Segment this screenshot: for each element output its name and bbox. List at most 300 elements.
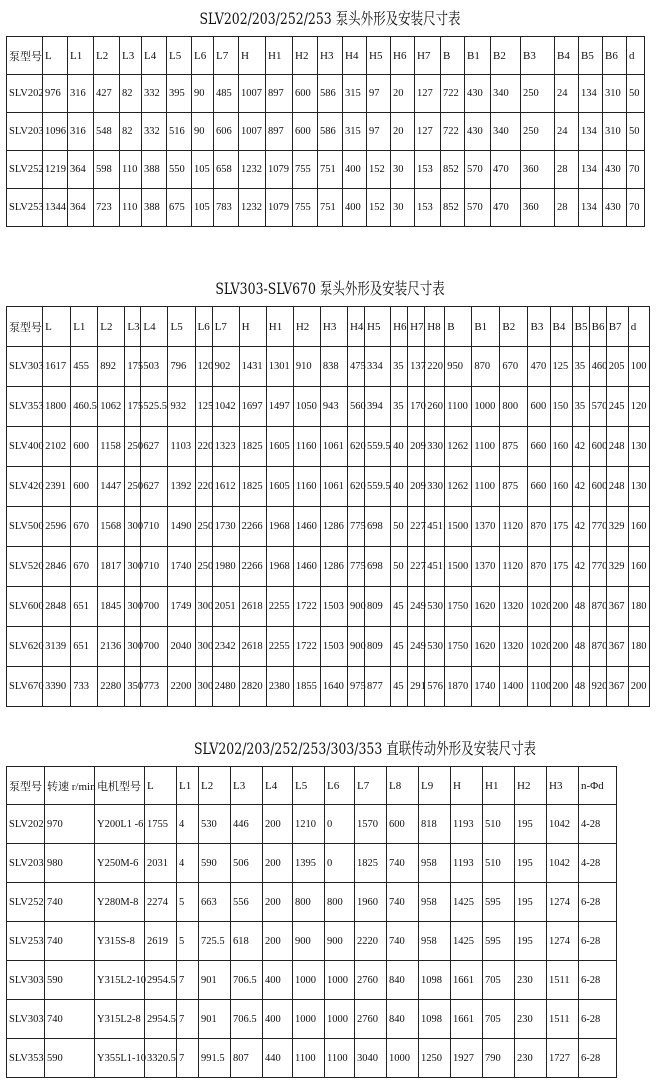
table-cell: 877 bbox=[365, 667, 391, 707]
table-cell: 127 bbox=[415, 113, 441, 151]
column-header: B2 bbox=[491, 37, 521, 75]
table-cell: 1050 bbox=[293, 387, 320, 427]
table-cell: 200 bbox=[263, 883, 293, 922]
table-cell: 1193 bbox=[451, 844, 483, 883]
table-cell: 1817 bbox=[98, 547, 125, 587]
column-header: L bbox=[43, 307, 71, 347]
table-cell: 1980 bbox=[212, 547, 239, 587]
table-cell: 300 bbox=[125, 587, 141, 627]
table-cell: Y250M-6 bbox=[95, 844, 145, 883]
table-cell: 1605 bbox=[266, 467, 293, 507]
table-cell: 3139 bbox=[43, 627, 71, 667]
pump-model-cell: SLV500 bbox=[7, 507, 43, 547]
table-cell: 556 bbox=[231, 883, 263, 922]
table-cell: 130 bbox=[628, 467, 649, 507]
table-cell: 200 bbox=[263, 844, 293, 883]
table-cell: 1447 bbox=[98, 467, 125, 507]
table-cell: 485 bbox=[214, 75, 239, 113]
table-cell: 1661 bbox=[451, 961, 483, 1000]
column-header: B2 bbox=[500, 307, 528, 347]
table-cell: 82 bbox=[120, 75, 142, 113]
table-cell: 516 bbox=[167, 113, 192, 151]
table-cell: Y315S-8 bbox=[95, 922, 145, 961]
table-cell: 875 bbox=[500, 427, 528, 467]
table-cell: 525.5 bbox=[141, 387, 168, 427]
table-cell: 160 bbox=[550, 467, 572, 507]
column-header: H7 bbox=[408, 307, 425, 347]
table-cell: Y315L2-10 bbox=[95, 961, 145, 1000]
table-cell: 1722 bbox=[293, 627, 320, 667]
table-cell: 50 bbox=[391, 547, 408, 587]
table-cell: 0 bbox=[325, 805, 355, 844]
table-cell: 1968 bbox=[266, 547, 293, 587]
table-cell: 205 bbox=[606, 347, 628, 387]
table-cell: 45 bbox=[391, 667, 408, 707]
table-cell: 958 bbox=[419, 844, 451, 883]
table-cell: 700 bbox=[141, 587, 168, 627]
table-cell: 2040 bbox=[168, 627, 195, 667]
table-cell: 1007 bbox=[239, 113, 266, 151]
column-header: d bbox=[627, 37, 645, 75]
table-cell: 576 bbox=[425, 667, 445, 707]
table-cell: 310 bbox=[603, 75, 627, 113]
table-cell: 6-28 bbox=[579, 922, 617, 961]
column-header: B6 bbox=[589, 307, 606, 347]
table-cell: 809 bbox=[365, 587, 391, 627]
table-cell: 870 bbox=[528, 507, 550, 547]
table-cell: 600 bbox=[293, 113, 318, 151]
table-cell: 722 bbox=[441, 113, 465, 151]
table-cell: 395 bbox=[167, 75, 192, 113]
table-cell: 600 bbox=[71, 467, 98, 507]
table-cell: 1062 bbox=[98, 387, 125, 427]
table-cell: 400 bbox=[263, 1000, 293, 1039]
table-cell: 740 bbox=[387, 922, 419, 961]
pump-model-cell: SLV202 bbox=[7, 75, 43, 113]
table-cell: 2480 bbox=[212, 667, 239, 707]
pump-model-cell: SLV420 bbox=[7, 467, 43, 507]
table-cell: 300 bbox=[125, 547, 141, 587]
table-cell: 1061 bbox=[320, 467, 347, 507]
table-cell: 2618 bbox=[239, 587, 266, 627]
table-cell: 530 bbox=[425, 627, 445, 667]
table-cell: 2596 bbox=[43, 507, 71, 547]
table-cell: 1730 bbox=[212, 507, 239, 547]
table-cell: 900 bbox=[347, 587, 364, 627]
table-cell: 470 bbox=[491, 189, 521, 227]
table-cell: 1262 bbox=[445, 427, 472, 467]
table-cell: 1425 bbox=[451, 883, 483, 922]
table-cell: 627 bbox=[141, 427, 168, 467]
table-cell: 2760 bbox=[355, 961, 387, 1000]
pump-model-cell: SLV520 bbox=[7, 547, 43, 587]
table-cell: 1395 bbox=[293, 844, 325, 883]
column-header: L2 bbox=[199, 767, 231, 805]
table-cell: 710 bbox=[141, 547, 168, 587]
column-header: L4 bbox=[142, 37, 167, 75]
table-cell: 367 bbox=[606, 587, 628, 627]
table-cell: 663 bbox=[199, 883, 231, 922]
dimension-table-direct-drive bbox=[6, 766, 617, 1078]
table-cell: 1096 bbox=[43, 113, 68, 151]
table-cell: 1500 bbox=[445, 507, 472, 547]
table-cell: 249 bbox=[408, 587, 425, 627]
table-cell: 620 bbox=[347, 467, 364, 507]
table-cell: 796 bbox=[168, 347, 195, 387]
table-cell: 900 bbox=[325, 922, 355, 961]
table-row bbox=[7, 883, 617, 922]
table-cell: 5 bbox=[177, 922, 199, 961]
column-header: H bbox=[239, 37, 266, 75]
column-header: H2 bbox=[515, 767, 547, 805]
column-header: H3 bbox=[320, 307, 347, 347]
table-cell: 48 bbox=[572, 667, 589, 707]
table-cell: 5 bbox=[177, 883, 199, 922]
table-cell: 920 bbox=[589, 667, 606, 707]
column-header: B7 bbox=[606, 307, 628, 347]
column-header: 泵型号 bbox=[7, 767, 45, 805]
table-cell: 1042 bbox=[547, 844, 579, 883]
table-cell: 510 bbox=[483, 805, 515, 844]
table-cell: 2051 bbox=[212, 587, 239, 627]
table-cell: 840 bbox=[387, 1000, 419, 1039]
table-cell: 220 bbox=[425, 347, 445, 387]
pump-model-cell: SLV252 bbox=[7, 883, 45, 922]
table-cell: 70 bbox=[627, 189, 645, 227]
table-cell: 1158 bbox=[98, 427, 125, 467]
table-cell: 245 bbox=[606, 387, 628, 427]
table-cell: 50 bbox=[391, 507, 408, 547]
table-row bbox=[7, 1000, 617, 1039]
table-cell: 90 bbox=[192, 113, 214, 151]
table-cell: 870 bbox=[589, 627, 606, 667]
table-cell: 1232 bbox=[239, 151, 266, 189]
table-cell: 600 bbox=[528, 387, 550, 427]
table-cell: 97 bbox=[367, 113, 391, 151]
table-cell: 260 bbox=[425, 387, 445, 427]
table-cell: 932 bbox=[168, 387, 195, 427]
dimension-table-slv202-253 bbox=[6, 36, 645, 227]
table-cell: 6-28 bbox=[579, 883, 617, 922]
table-cell: 1392 bbox=[168, 467, 195, 507]
column-header: B bbox=[445, 307, 472, 347]
column-header: B bbox=[441, 37, 465, 75]
table-cell: 1103 bbox=[168, 427, 195, 467]
table-cell: 1160 bbox=[293, 427, 320, 467]
table-cell: 120 bbox=[195, 347, 212, 387]
table-cell: 249 bbox=[408, 627, 425, 667]
table-cell: 50 bbox=[627, 75, 645, 113]
table-row bbox=[7, 507, 650, 547]
table-cell: 1274 bbox=[547, 883, 579, 922]
table-cell: 852 bbox=[441, 189, 465, 227]
table-cell: 4 bbox=[177, 805, 199, 844]
table-cell: 45 bbox=[391, 587, 408, 627]
table-header-row bbox=[7, 767, 617, 805]
table-cell: 943 bbox=[320, 387, 347, 427]
table-cell: 50 bbox=[627, 113, 645, 151]
table-cell: 160 bbox=[628, 507, 649, 547]
table-cell: 755 bbox=[293, 151, 318, 189]
table-cell: 1620 bbox=[472, 627, 500, 667]
table-cell: 20 bbox=[391, 113, 415, 151]
table-cell: 316 bbox=[68, 113, 94, 151]
table-cell: 751 bbox=[318, 189, 343, 227]
table-cell: 200 bbox=[550, 627, 572, 667]
table-cell: 910 bbox=[293, 347, 320, 387]
table-cell: 90 bbox=[192, 75, 214, 113]
table-cell: 195 bbox=[515, 922, 547, 961]
table-cell: 1020 bbox=[528, 587, 550, 627]
table-cell: 670 bbox=[500, 347, 528, 387]
table-cell: 775 bbox=[347, 547, 364, 587]
pump-model-cell: SLV203 bbox=[7, 113, 43, 151]
table-cell: 475 bbox=[347, 347, 364, 387]
table-cell: 1750 bbox=[445, 587, 472, 627]
column-header: n-Φd bbox=[579, 767, 617, 805]
pump-model-cell: SLV303 bbox=[7, 961, 45, 1000]
column-header: B5 bbox=[572, 307, 589, 347]
column-header: H1 bbox=[266, 307, 293, 347]
table-cell: 45 bbox=[391, 627, 408, 667]
column-header: B3 bbox=[528, 307, 550, 347]
table-cell: 1020 bbox=[528, 627, 550, 667]
table-cell: 300 bbox=[125, 627, 141, 667]
table-cell: 975 bbox=[347, 667, 364, 707]
table-cell: 35 bbox=[391, 347, 408, 387]
table-cell: 2102 bbox=[43, 427, 71, 467]
table-cell: 24 bbox=[555, 75, 579, 113]
table-cell: 991.5 bbox=[199, 1039, 231, 1078]
table-cell: 388 bbox=[142, 189, 167, 227]
table-cell: 105 bbox=[192, 189, 214, 227]
table-cell: 1825 bbox=[239, 467, 266, 507]
table-cell: 660 bbox=[528, 467, 550, 507]
table-cell: 740 bbox=[45, 922, 95, 961]
table-cell: 1098 bbox=[419, 1000, 451, 1039]
table-cell: 1193 bbox=[451, 805, 483, 844]
column-header: L bbox=[145, 767, 177, 805]
column-header: H7 bbox=[415, 37, 441, 75]
column-header: L7 bbox=[212, 307, 239, 347]
pump-model-cell: SLV620 bbox=[7, 627, 43, 667]
table-row bbox=[7, 667, 650, 707]
column-header: H8 bbox=[425, 307, 445, 347]
table-cell: 1605 bbox=[266, 427, 293, 467]
table-cell: 1100 bbox=[445, 387, 472, 427]
table-cell: 1870 bbox=[445, 667, 472, 707]
table-cell: 330 bbox=[425, 467, 445, 507]
table-cell: 1727 bbox=[547, 1039, 579, 1078]
table-cell: 800 bbox=[500, 387, 528, 427]
table-cell: 590 bbox=[199, 844, 231, 883]
table-row bbox=[7, 961, 617, 1000]
table-cell: 1000 bbox=[325, 961, 355, 1000]
table-cell: 870 bbox=[589, 587, 606, 627]
table-cell: 315 bbox=[343, 113, 367, 151]
table-cell: 1079 bbox=[266, 151, 293, 189]
table-cell: 530 bbox=[199, 805, 231, 844]
pump-model-cell: SLV253 bbox=[7, 189, 43, 227]
table-cell: 2846 bbox=[43, 547, 71, 587]
table-cell: 970 bbox=[45, 805, 95, 844]
table-header-row bbox=[7, 307, 650, 347]
table-cell: 2618 bbox=[239, 627, 266, 667]
table-cell: 790 bbox=[483, 1039, 515, 1078]
table-cell: 700 bbox=[141, 627, 168, 667]
table-cell: 1120 bbox=[500, 547, 528, 587]
table-row bbox=[7, 347, 650, 387]
column-header: L1 bbox=[68, 37, 94, 75]
table-cell: 590 bbox=[45, 961, 95, 1000]
table-cell: 28 bbox=[555, 189, 579, 227]
column-header: H6 bbox=[391, 37, 415, 75]
table-cell: 134 bbox=[579, 113, 603, 151]
pump-model-cell: SLV353 bbox=[7, 1039, 45, 1078]
table-cell: 2760 bbox=[355, 1000, 387, 1039]
table-cell: 427 bbox=[94, 75, 120, 113]
table-cell: 773 bbox=[141, 667, 168, 707]
table-cell: 110 bbox=[120, 189, 142, 227]
table-cell: 175 bbox=[550, 507, 572, 547]
table-cell: 1120 bbox=[500, 507, 528, 547]
table-cell: 440 bbox=[263, 1039, 293, 1078]
table-cell: 722 bbox=[441, 75, 465, 113]
table-cell: 1042 bbox=[547, 805, 579, 844]
pump-model-cell: SLV252 bbox=[7, 151, 43, 189]
table-cell: 7 bbox=[177, 1039, 199, 1078]
table-row bbox=[7, 189, 645, 227]
table-cell: 559.5 bbox=[365, 427, 391, 467]
table-cell: 698 bbox=[365, 507, 391, 547]
table-cell: 606 bbox=[214, 113, 239, 151]
table-cell: 1460 bbox=[293, 547, 320, 587]
table-cell: 2255 bbox=[266, 627, 293, 667]
column-header: L5 bbox=[167, 37, 192, 75]
table-cell: 100 bbox=[628, 347, 649, 387]
table-cell: 1219 bbox=[43, 151, 68, 189]
table-cell: 770 bbox=[589, 507, 606, 547]
table-cell: 870 bbox=[472, 347, 500, 387]
table-cell: 1431 bbox=[239, 347, 266, 387]
table-cell: 770 bbox=[589, 547, 606, 587]
table-cell: 1800 bbox=[43, 387, 71, 427]
table-cell: 600 bbox=[293, 75, 318, 113]
pump-model-cell: SLV303 bbox=[7, 347, 43, 387]
table-cell: 1100 bbox=[472, 427, 500, 467]
table-cell: 1400 bbox=[500, 667, 528, 707]
table-cell: 838 bbox=[320, 347, 347, 387]
table-cell: 1100 bbox=[528, 667, 550, 707]
table-cell: 300 bbox=[195, 667, 212, 707]
table-row bbox=[7, 75, 645, 113]
table-cell: 2820 bbox=[239, 667, 266, 707]
table-cell: 1370 bbox=[472, 507, 500, 547]
table-cell: 1722 bbox=[293, 587, 320, 627]
table-cell: 800 bbox=[325, 883, 355, 922]
table-cell: 388 bbox=[142, 151, 167, 189]
table-cell: 1845 bbox=[98, 587, 125, 627]
table-cell: 180 bbox=[628, 627, 649, 667]
pump-model-cell: SLV600 bbox=[7, 587, 43, 627]
column-header: L5 bbox=[293, 767, 325, 805]
table-cell: 600 bbox=[71, 427, 98, 467]
table-cell: 675 bbox=[167, 189, 192, 227]
table-cell: 1570 bbox=[355, 805, 387, 844]
table-cell: 1617 bbox=[43, 347, 71, 387]
table-cell: 455 bbox=[71, 347, 98, 387]
table-cell: 209 bbox=[408, 427, 425, 467]
table-cell: 20 bbox=[391, 75, 415, 113]
pump-model-cell: SLV303 bbox=[7, 1000, 45, 1039]
table-cell: 595 bbox=[483, 883, 515, 922]
column-header: H1 bbox=[483, 767, 515, 805]
table-cell: 2380 bbox=[266, 667, 293, 707]
table-cell: 620 bbox=[347, 427, 364, 467]
column-header: B1 bbox=[465, 37, 491, 75]
table-cell: 105 bbox=[192, 151, 214, 189]
table-cell: 600 bbox=[387, 805, 419, 844]
table-cell: 175 bbox=[125, 347, 141, 387]
table-cell: 340 bbox=[491, 113, 521, 151]
table-cell: 400 bbox=[343, 189, 367, 227]
table-cell: 1425 bbox=[451, 922, 483, 961]
table-cell: 310 bbox=[603, 113, 627, 151]
table-cell: 300 bbox=[125, 507, 141, 547]
table-cell: 1274 bbox=[547, 922, 579, 961]
table-cell: 316 bbox=[68, 75, 94, 113]
table-cell: 1100 bbox=[293, 1039, 325, 1078]
table-cell: 137 bbox=[408, 347, 425, 387]
column-header: L3 bbox=[120, 37, 142, 75]
table-cell: 35 bbox=[391, 387, 408, 427]
pump-model-cell: SLV353 bbox=[7, 387, 43, 427]
table-cell: 250 bbox=[125, 427, 141, 467]
table-cell: 1042 bbox=[212, 387, 239, 427]
table-cell: 1250 bbox=[419, 1039, 451, 1078]
table-cell: 460 bbox=[589, 347, 606, 387]
table-cell: 706.5 bbox=[231, 961, 263, 1000]
table-cell: 586 bbox=[318, 75, 343, 113]
table-cell: 618 bbox=[231, 922, 263, 961]
table-cell: 340 bbox=[491, 75, 521, 113]
table-cell: 783 bbox=[214, 189, 239, 227]
table-row bbox=[7, 151, 645, 189]
table-cell: 1262 bbox=[445, 467, 472, 507]
table-cell: 976 bbox=[43, 75, 68, 113]
column-header: 泵型号 bbox=[7, 37, 43, 75]
table-cell: 430 bbox=[603, 189, 627, 227]
table-cell: 180 bbox=[628, 587, 649, 627]
table-row bbox=[7, 627, 650, 667]
table-cell: 627 bbox=[141, 467, 168, 507]
table-cell: 40 bbox=[391, 427, 408, 467]
table-cell: 1511 bbox=[547, 1000, 579, 1039]
table-cell: 598 bbox=[94, 151, 120, 189]
table-cell: 958 bbox=[419, 883, 451, 922]
table-cell: 1007 bbox=[239, 75, 266, 113]
table-cell: 852 bbox=[441, 151, 465, 189]
column-header: H5 bbox=[365, 307, 391, 347]
table-cell: 550 bbox=[167, 151, 192, 189]
table-cell: 127 bbox=[415, 75, 441, 113]
table-cell: 1000 bbox=[472, 387, 500, 427]
table-cell: 200 bbox=[550, 667, 572, 707]
table-cell: 300 bbox=[195, 587, 212, 627]
table-cell: 130 bbox=[628, 427, 649, 467]
table-row bbox=[7, 805, 617, 844]
table-cell: 710 bbox=[141, 507, 168, 547]
